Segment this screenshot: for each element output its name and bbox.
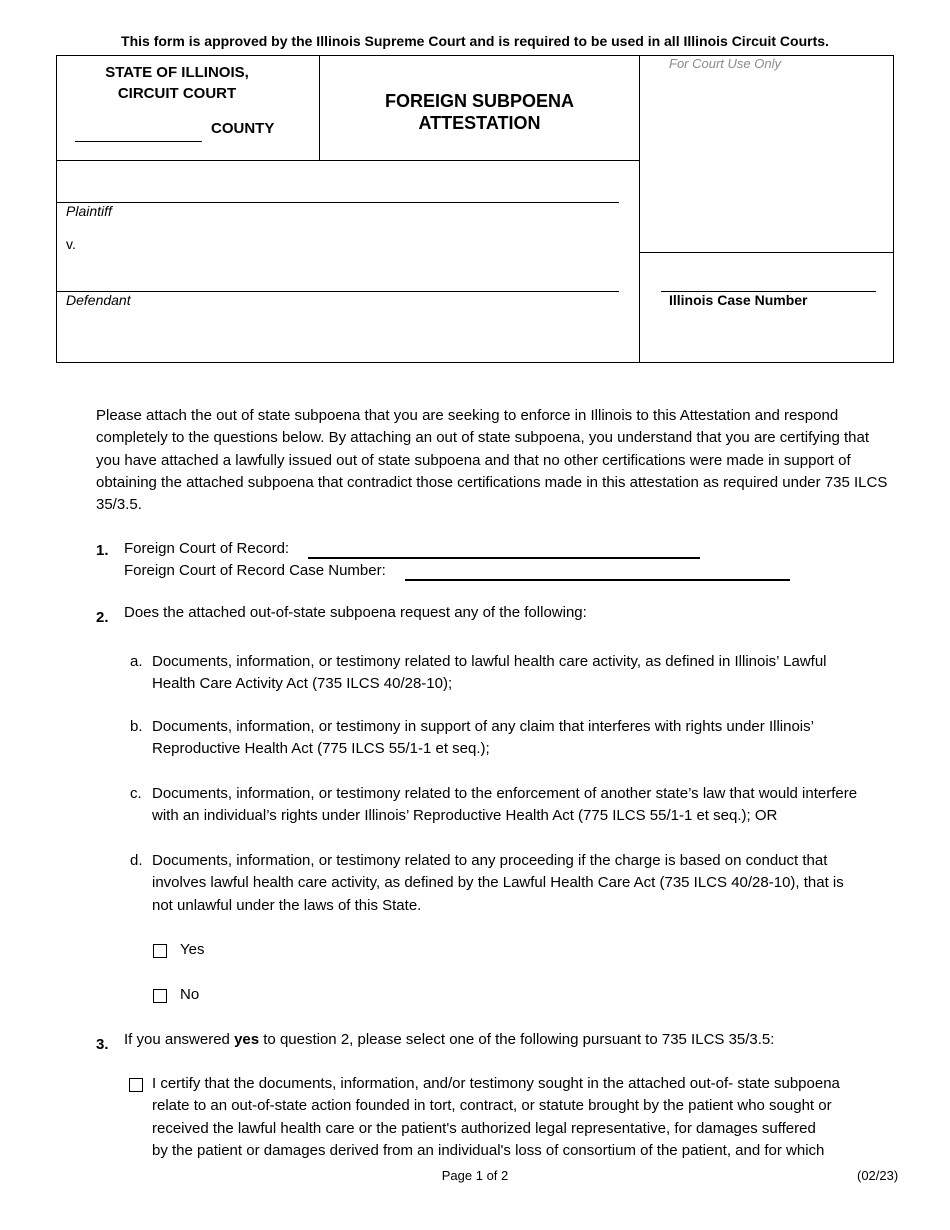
foreign-court-label: Foreign Court of Record: (124, 540, 290, 557)
q2-item-c: Documents, information, or testimony related to the enforcement of another state’s law that would interfere with an individual’s rights under Illinois’ Reproductive Health Act (775 ILCS 55/1-1 et seq.); OR (152, 785, 858, 825)
approval-notice: This form is approved by the Illinois Supreme Court and is required to be used in all Illinois Circuit Courts. (121, 33, 829, 49)
defendant-name-field[interactable] (57, 291, 619, 292)
no-checkbox[interactable] (153, 989, 167, 1003)
q2-item-c-letter: c. (130, 785, 142, 802)
court-use-label: For Court Use Only (669, 56, 781, 71)
q3-number: 3. (96, 1036, 109, 1053)
plaintiff-name-field[interactable] (57, 202, 619, 203)
state-label: STATE OF ILLINOIS, (105, 64, 249, 81)
plaintiff-label: Plaintiff (66, 203, 112, 219)
q2-item-a-letter: a. (130, 653, 143, 670)
yes-checkbox[interactable] (153, 944, 167, 958)
foreign-case-number-label: Foreign Court of Record Case Number: (124, 562, 386, 579)
divider (639, 252, 894, 253)
divider (639, 56, 640, 363)
q2-text: Does the attached out-of-state subpoena request any of the following: (124, 604, 587, 621)
page-number: Page 1 of 2 (441, 1168, 509, 1183)
q2-item-b: Documents, information, or testimony in support of any claim that interferes with rights under Illinois’ Reproductive Health Act (775 ILCS 55/1-1 et seq.); (152, 718, 814, 758)
foreign-case-number-field[interactable] (405, 579, 790, 581)
q2-item-d: Documents, information, or testimony related to any proceeding if the charge is based on conduct that involves lawful health care activity, as defined by the Lawful Health Care Act (735 ILCS 40/28-10), that is not unlawful under the laws of this State. (152, 852, 844, 914)
yes-label: Yes (180, 941, 205, 958)
intro-paragraph: Please attach the out of state subpoena that you are seeking to enforce in Illinois to this Attestation and respond completely to the questions below. By attaching an out of state subpoena, you understand that you are certifying that you have attached a lawfully issued out of state subpoena and that no other certifications were made in support of obtaining the attached subpoena that contradict those certifications made in this attestation as required under 735 ILCS 35/3.5. (96, 407, 888, 514)
q3-text: If you answered yes to question 2, please select one of the following pursuant to 735 ILCS 35/3.5: (124, 1031, 775, 1048)
no-label: No (180, 986, 200, 1003)
certify-tort-checkbox[interactable] (129, 1078, 143, 1092)
q2-number: 2. (96, 609, 109, 626)
case-number-label: Illinois Case Number (669, 292, 808, 308)
revision-date: (02/23) (857, 1168, 899, 1183)
county-label: COUNTY (211, 120, 275, 137)
versus-label: v. (66, 236, 76, 252)
certify-tort-text: I certify that the documents, information, and/or testimony sought in the attached out-of- state subpoena relate to an out-of-state action founded in tort, contract, or statute brought by the patient who sought or received the lawful health care or the patient's authorized legal representative, for damages suffered by the patient or damages derived from an individual's loss of consortium of the patient, and for which (152, 1075, 840, 1159)
q2-item-d-letter: d. (130, 852, 143, 869)
county-name-field[interactable] (75, 140, 202, 142)
q2-item-a: Documents, information, or testimony related to lawful health care activity, as defined in Illinois’ Lawful Health Care Activity Act (735 ILCS 40/28-10); (152, 653, 827, 693)
foreign-court-field[interactable] (308, 557, 700, 559)
defendant-label: Defendant (66, 292, 131, 308)
form-title-line1: FOREIGN SUBPOENA (384, 91, 575, 111)
form-title-line2: ATTESTATION (418, 113, 541, 133)
q1-number: 1. (96, 542, 109, 559)
caption-box (56, 55, 894, 363)
circuit-court-label: CIRCUIT COURT (117, 85, 237, 102)
divider (57, 160, 640, 161)
q2-item-b-letter: b. (130, 718, 143, 735)
